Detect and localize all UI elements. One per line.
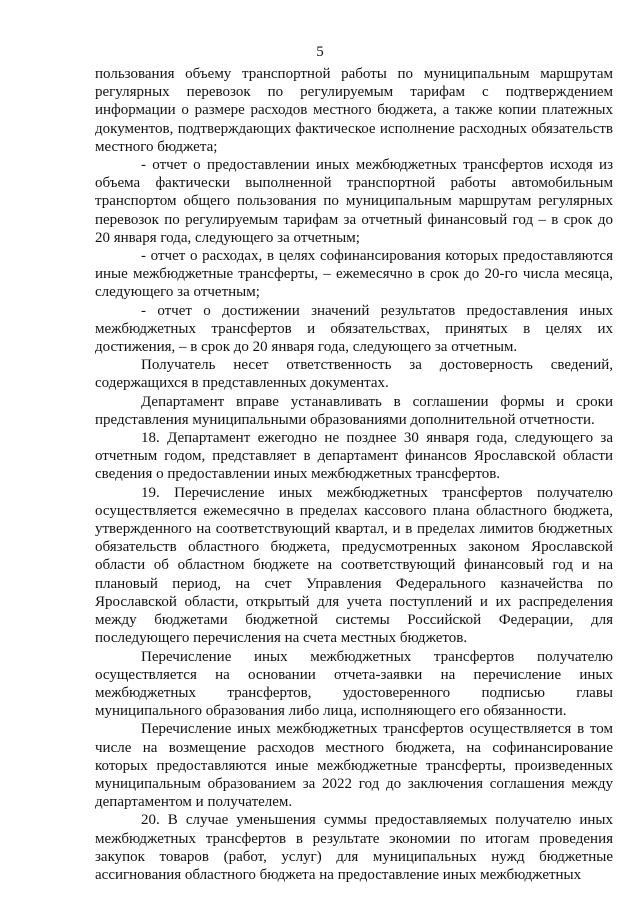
- paragraph-responsibility: Получатель несет ответственность за достоверность сведений, содержащихся в представленных документах.: [95, 357, 613, 392]
- paragraph-clause-18: 18. Департамент ежегодно не позднее 30 января года, следующего за отчетным годом, представляет в департамент финансов Ярославской области сведения о предоставлении иных межбюджетных трансфертов.: [95, 430, 613, 483]
- paragraph-report-expenses: - отчет о расходах, в целях софинансирования которых предоставляются иные межбюджетные трансферты, – ежемесячно в срок до 20-го числа месяца, следующего за отчетным;: [95, 248, 613, 301]
- document-body: [95, 65, 613, 884]
- paragraph-clause-19: 19. Перечисление иных межбюджетных трансфертов получателю осуществляется ежемесячно в пределах кассового плана областного бюджета, утвержденного на соответствующий квартал, и в пределах лимитов бюджетных обязательств областного бюджета, предусмотренных законом Ярославской области об областном бюджете на соответствующий финансовый год и на плановый период, на счет Управления Федерального казначейства по Ярославской области, открытый для учета поступлений и их распределения между бюджетами бюджетной системы Российской Федерации, для последующего перечисления на счета местных бюджетов.: [95, 484, 613, 647]
- paragraph-clause-20: 20. В случае уменьшения суммы предоставляемых получателю иных межбюджетных трансфертов в результате экономии по итогам проведения закупок товаров (работ, услуг) для муниципальных нужд бюджетные ассигнования областного бюджета на предоставление иных межбюджетных: [95, 812, 613, 883]
- page-number: 5: [316, 44, 324, 60]
- paragraph-report-results: - отчет о достижении значений результатов предоставления иных межбюджетных трансфертов и обязательствах, принятых в целях их достижения, – в срок до 20 января года, следующего за отчетным.: [95, 302, 613, 356]
- paragraph-report-transport: - отчет о предоставлении иных межбюджетных трансфертов исходя из объема фактически выполненной транспортной работы автомобильным транспортом общего пользования по муниципальным маршрутам регулярных перевозок по регулируемым тарифам за отчетный финансовый год – в срок до 20 января года, следующего за отчетным;: [95, 157, 613, 246]
- paragraph-additional-reporting: Департамент вправе устанавливать в соглашении формы и сроки представления муниципальными образованиями дополнительной отчетности.: [95, 393, 613, 428]
- paragraph-transfer-reimbursement: Перечисление иных межбюджетных трансфертов осуществляется в том числе на возмещение расходов местного бюджета, на софинансирование которых предоставляются иные межбюджетные трансферты, произведенных муниципальным образованием за 2022 год до заключения соглашения между департаментом и получателем.: [95, 721, 613, 811]
- paragraph-transfer-basis: Перечисление иных межбюджетных трансфертов получателю осуществляется на основании отчета-заявки на перечисление иных межбюджетных трансфертов, удостоверенного подписью главы муниципального образования либо лица, исполняющего его обязанности.: [95, 648, 613, 720]
- paragraph-continuation: пользования объему транспортной работы по муниципальным маршрутам регулярных перевозок по регулируемым тарифам с подтверждением информации о размере расходов местного бюджета, а также копии платежных документов, подтверждающих фактическое исполнение расходных обязательств местного бюджета;: [95, 66, 613, 155]
